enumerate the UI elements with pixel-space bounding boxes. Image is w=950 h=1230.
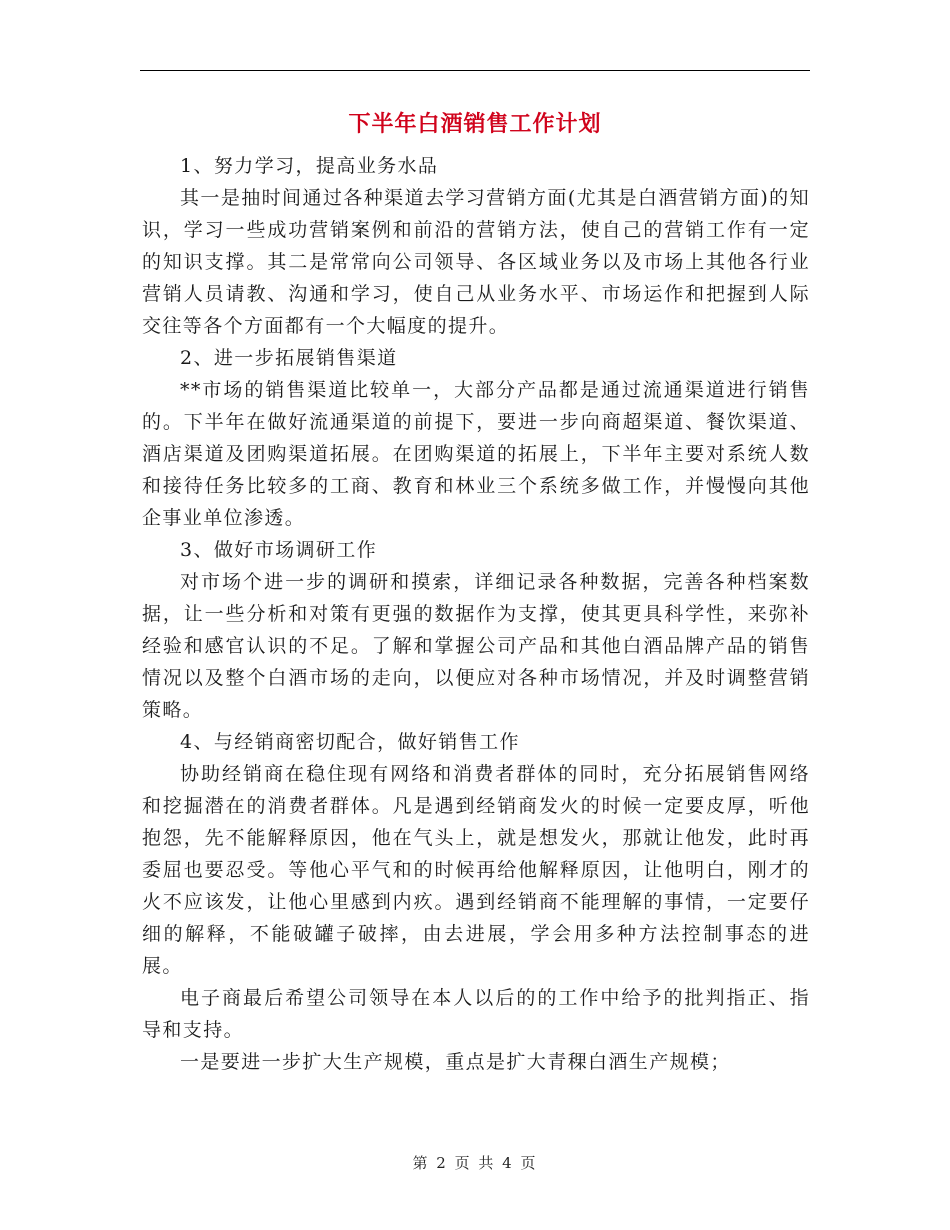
heading-study: 1、努力学习，提高业务水品 [180, 155, 439, 177]
heading-research: 3、做好市场调研工作 [180, 539, 378, 561]
paragraph-channels: **市场的销售渠道比较单一，大部分产品都是通过流通渠道进行销售的。下半年在做好流通渠道的前提下，要进一步向商超渠道、餐饮渠道、酒店渠道及团购渠道拓展。在团购渠道的拓展上，下半年主要对系统人数和接待任务比较多的工商、教育和林业三个系统多做工作，并慢慢向其他企事业单位渗透。 [142, 379, 810, 529]
heading-channels: 2、进一步拓展销售渠道 [180, 347, 398, 369]
paragraph-study: 其一是抽时间通过各种渠道去学习营销方面(尤其是白酒营销方面)的知识，学习一些成功营销案例和前沿的营销方法，使自己的营销工作有一定的知识支撑。其二是常常向公司领导、各区域业务以及市场上其他各行业营销人员请教、沟通和学习，使自己从业务水平、市场运作和把握到人际交往等各个方面都有一个大幅度的提升。 [142, 187, 810, 337]
paragraph-distributors: 协助经销商在稳住现有网络和消费者群体的同时，充分拓展销售网络和挖掘潜在的消费者群体。凡是遇到经销商发火的时候一定要皮厚，听他抱怨，先不能解释原因，他在气头上，就是想发火，那就让他发，此时再委屈也要忍受。等他心平气和的时候再给他解释原因，让他明白，刚才的火不应该发，让他心里感到内疚。遇到经销商不能理解的事情，一定要仔细的解释，不能破罐子破摔，由去进展，学会用多种方法控制事态的进展。 [142, 763, 810, 977]
document-body [142, 150, 810, 1078]
document-title: 下半年白酒销售工作计划 [348, 112, 602, 137]
paragraph-closing: 电子商最后希望公司领导在本人以后的的工作中给予的批判指正、指导和支持。 [142, 987, 810, 1041]
header-rule [140, 70, 810, 71]
page-number-footer: 第 2 页 共 4 页 [412, 1154, 538, 1172]
paragraph-research: 对市场个进一步的调研和摸索，详细记录各种数据，完善各种档案数据，让一些分析和对策有更强的数据作为支撑，使其更具科学性，来弥补经验和感官认识的不足。了解和掌握公司产品和其他白酒品牌产品的销售情况以及整个白酒市场的走向，以便应对各种市场情况，并及时调整营销策略。 [142, 571, 810, 721]
heading-distributors: 4、与经销商密切配合，做好销售工作 [180, 731, 520, 753]
paragraph-expansion: 一是要进一步扩大生产规模，重点是扩大青稞白酒生产规模； [180, 1051, 731, 1073]
